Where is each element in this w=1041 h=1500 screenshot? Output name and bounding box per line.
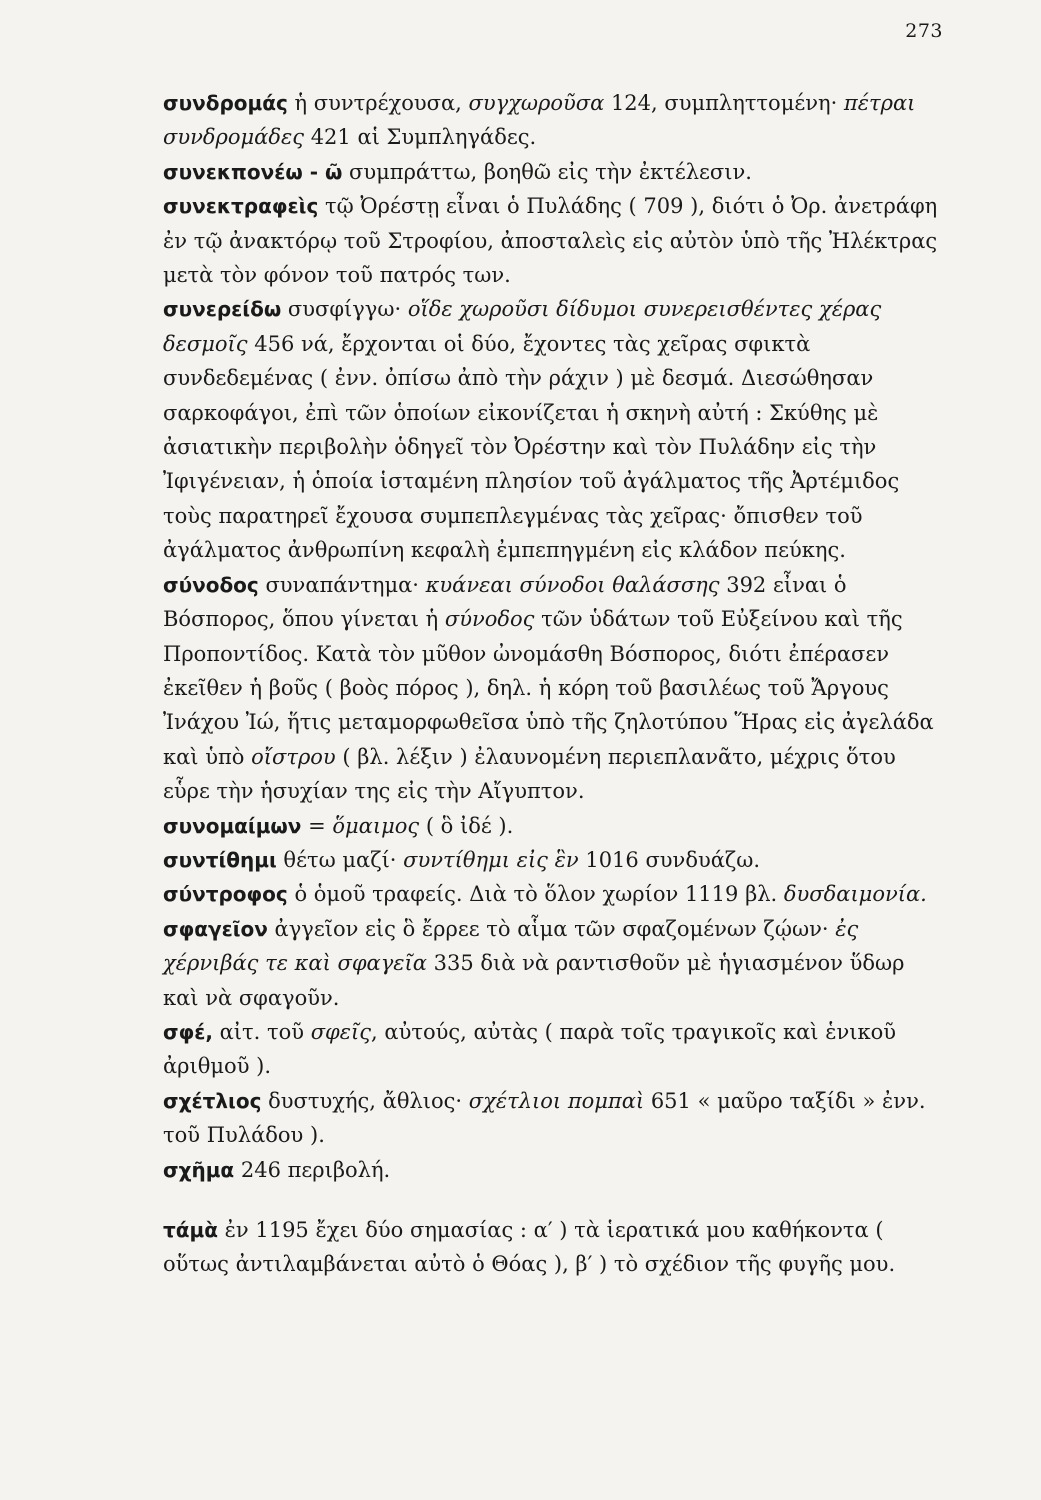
page-number: 273 xyxy=(905,20,943,42)
dictionary-entry xyxy=(163,912,945,1015)
entry-italic-text: δυσδαιμονία. xyxy=(783,882,927,907)
entry-italic-text: οἵδε χωροῦσι δίδυμοι συνερεισθέντες χέρας δεσμοῖς xyxy=(163,297,882,356)
entry-italic-text: συντίθημι εἰς ἓν xyxy=(403,847,579,872)
entry-headword: συνομαίμων xyxy=(163,813,302,838)
entry-headword: συνεκπονέω - ῶ xyxy=(163,159,343,184)
entry-headword: σύντροφος xyxy=(163,882,288,907)
entry-text: 246 περιβολή. xyxy=(234,1157,391,1182)
entry-italic-text: πέτραι συνδρομάδες xyxy=(163,91,916,150)
entry-text: 456 νά, ἔρχονται οἱ δύο, ἔχοντες τὰς χεῖρας σφικτὰ συνδεδεμένας ( ἐνν. ὀπίσω ἀπὸ τὴν ράχιν ) μὲ δεσμά. Διεσώθησαν σαρκοφάγοι, ἐπὶ τῶν ὁποίων εἰκονίζεται ἡ σκηνὴ αὐτή : Σκύθης μὲ ἀσιατικὴν περιβολὴν ὁδηγεῖ τὸν Ὀρέστην καὶ τὸν Πυλάδην εἰς τὴν Ἰφιγένειαν, ἡ ὁποία ἱσταμένη πλησίον τοῦ ἀγάλματος τῆς Ἀρτέμιδος τοὺς παρατηρεῖ ἔχουσα συμπεπλεγμένας τὰς χεῖρας· ὄπισθεν τοῦ ἀγάλματος ἀνθρωπίνη κεφαλὴ ἐμπεπηγμένη εἰς κλάδον πεύκης. xyxy=(163,331,900,563)
entry-headword: σύνοδος xyxy=(163,572,259,597)
entry-text: ὁ ὁμοῦ τραφείς. Διὰ τὸ ὅλον χωρίον 1119 βλ. xyxy=(287,882,784,907)
entry-text: 1016 συνδυάζω. xyxy=(578,847,761,872)
entry-italic-text: συγχωροῦσα xyxy=(468,91,605,115)
entry-text: 335 διὰ νὰ ραντισθοῦν μὲ ἡγιασμένον ὕδωρ καὶ νὰ σφαγοῦν. xyxy=(163,951,905,1010)
dictionary-entry xyxy=(163,843,945,877)
entry-italic-text: σύνοδος xyxy=(444,607,535,632)
dictionary-entry xyxy=(163,155,945,189)
entry-text: δυστυχής, ἄθλιος· xyxy=(261,1088,469,1113)
entry-text: 124, συμπληττομένη· xyxy=(604,91,844,115)
entry-text: , αὐτούς, αὐτὰς ( παρὰ τοῖς τραγικοῖς καὶ ἑνικοῦ ἀριθμοῦ ). xyxy=(163,1019,897,1079)
entry-italic-text: κυάνεαι σύνοδοι θαλάσσης xyxy=(425,572,720,597)
entry-text: τῶν ὑδάτων τοῦ Εὐξείνου καὶ τῆς Προποντίδος. Κατὰ τὸν μῦθον ὠνομάσθη Βόσπορος, διότι ἐπέρασεν ἐκεῖθεν ἡ βοῦς ( βοὸς πόρος ), δηλ. ἡ κόρη τοῦ βασιλέως τοῦ Ἄργους Ἰνάχου Ἰώ, ἥτις μεταμορφωθεῖσα ὑπὸ τῆς ζηλοτύπου Ἥρας εἰς ἀγελάδα καὶ ὑπὸ xyxy=(163,607,934,769)
entry-italic-text: ἐς χέρνιβάς τε καὶ σφαγεῖα xyxy=(163,916,859,976)
entry-headword: συνδρομάς xyxy=(163,91,288,115)
entry-text: θέτω μαζί· xyxy=(276,847,404,872)
entry-text: = xyxy=(301,813,333,838)
entry-headword: σφαγεῖον xyxy=(163,916,268,941)
entry-text: συμπράττω, βοηθῶ εἰς τὴν ἐκτέλεσιν. xyxy=(342,159,752,184)
dictionary-entry xyxy=(163,877,945,911)
entry-headword: σχῆμα xyxy=(163,1157,235,1182)
entry-text: 651 « μαῦρο ταξίδι » ἐνν. τοῦ Πυλάδου ). xyxy=(163,1088,926,1148)
entry-italic-text: ὅμαιμος xyxy=(332,813,420,838)
entry-headword: συνεκτραφεὶς xyxy=(163,194,319,219)
dictionary-entry xyxy=(163,1213,945,1282)
entry-text: ἐν 1195 ἔχει δύο σημασίας : α′ ) τὰ ἱερατικά μου καθήκοντα ( οὕτως ἀντιλαμβάνεται αὐτὸ ὁ Θόας ), β′ ) τὸ σχέδιον τῆς φυγῆς μου. xyxy=(163,1218,896,1277)
dictionary-entry xyxy=(163,1015,945,1084)
entry-headword: σχέτλιος xyxy=(163,1088,262,1113)
section-gap xyxy=(163,1187,945,1213)
dictionary-entry xyxy=(163,1153,945,1187)
entry-text: ἀγγεῖον εἰς ὃ ἔρρεε τὸ αἷμα τῶν σφαζομένων ζῴων· xyxy=(267,916,836,941)
dictionary-entry xyxy=(163,86,945,155)
entry-text: συσφίγγω· xyxy=(281,297,408,322)
entry-headword: τάμὰ xyxy=(163,1218,218,1242)
entry-text: ἡ συντρέχουσα, xyxy=(287,91,469,115)
entry-text: 421 αἱ Συμπληγάδες. xyxy=(304,125,537,150)
entry-italic-text: σχέτλιοι πομπαὶ xyxy=(468,1088,645,1113)
entry-text: ( βλ. λέξιν ) ἐλαυνομένη περιεπλανᾶτο, μέχρις ὅτου εὗρε τὴν ἡσυχίαν της εἰς τὴν Αἴγυπτον. xyxy=(163,744,896,804)
entry-headword: συνερείδω xyxy=(163,297,282,322)
entry-italic-text: σφεῖς xyxy=(310,1019,372,1044)
dictionary-entry xyxy=(163,809,945,843)
entry-headword: συντίθημι xyxy=(163,847,277,872)
entry-text: αἰτ. τοῦ xyxy=(212,1019,311,1044)
entry-italic-text: οἴστρου xyxy=(251,744,336,769)
dictionary-entries xyxy=(163,86,945,1282)
entry-headword: σφέ, xyxy=(163,1019,213,1044)
entry-text: ( ὃ ἰδέ ). xyxy=(419,813,514,838)
dictionary-entry xyxy=(163,1084,945,1153)
dictionary-entry xyxy=(163,568,945,809)
entry-text: τῷ Ὀρέστῃ εἶναι ὁ Πυλάδης ( 709 ), διότι ὁ Ὀρ. ἀνετράφη ἐν τῷ ἀνακτόρῳ τοῦ Στροφίου, ἀποσταλεὶς εἰς αὐτὸν ὑπὸ τῆς Ἠλέκτρας μετὰ τὸν φόνον τοῦ πατρός των. xyxy=(163,194,938,288)
dictionary-entry xyxy=(163,292,945,567)
entry-text: συναπάντημα· xyxy=(258,572,426,597)
entry-text: 392 εἶναι ὁ Βόσπορος, ὅπου γίνεται ἡ xyxy=(163,572,847,632)
dictionary-entry xyxy=(163,189,945,292)
